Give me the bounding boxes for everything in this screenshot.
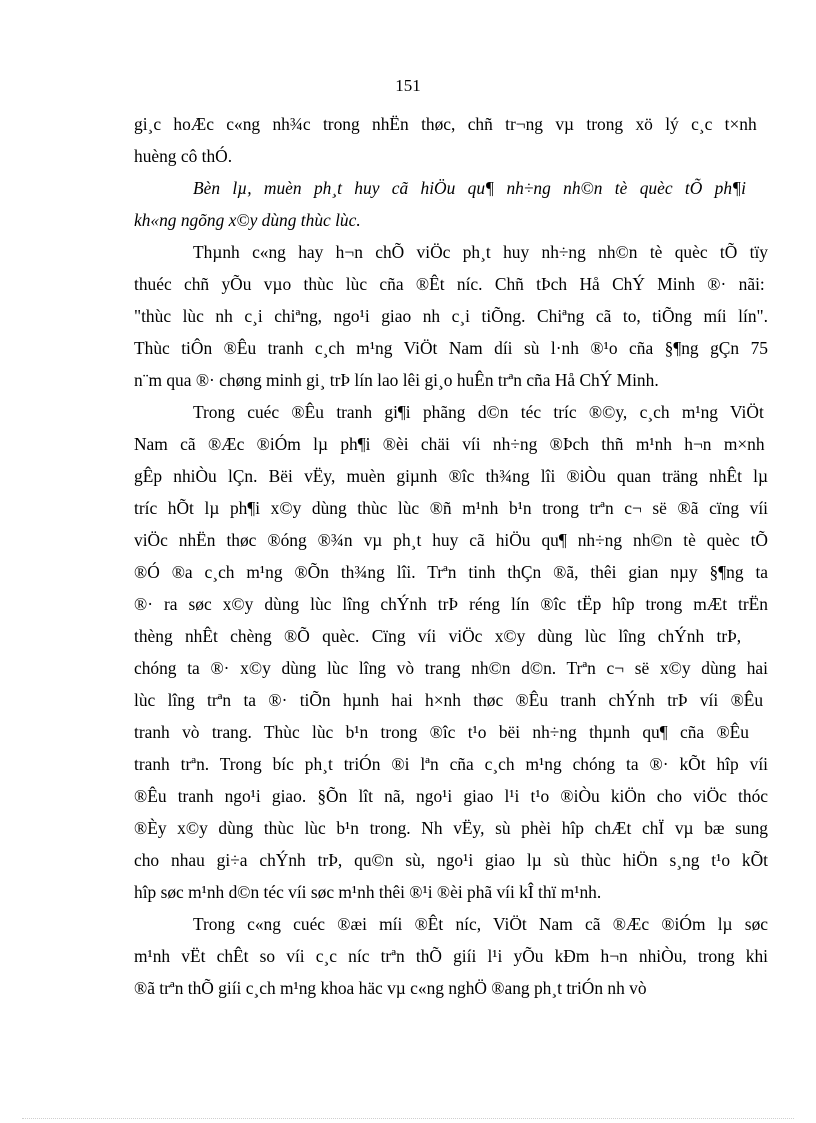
text-line: tranh trªn. Trong bíc ph¸t triÓn ®i lªn cña c¸ch m¹ng chóng ta ®· kÕt hîp víi (134, 754, 768, 774)
text-line: lùc lîng trªn ta ®· tiÕn hµnh hai h×nh thøc ®Êu tranh chÝnh trÞ víi ®Êu (134, 690, 764, 710)
text-line: chóng ta ®· x©y dùng lùc lîng vò trang nh©n d©n. Trªn c¬ së x©y dùng hai (134, 658, 768, 678)
text-line: ®Èy x©y dùng thùc lùc b¹n trong. Nh vËy, sù phèi hîp chÆt chÏ vµ bæ sung (134, 818, 768, 838)
text-line: Nam cã ®Æc ®iÓm lµ ph¶i ®èi chäi víi nh÷ng ®Þch thñ m¹nh h¬n m×nh (134, 434, 765, 454)
body-text (134, 108, 768, 1004)
page-number: 151 (395, 76, 421, 95)
text-line: ®Ó ®a c¸ch m¹ng ®Õn th¾ng lîi. Trªn tinh thÇn ®ã, thêi gian nµy §¶ng ta (134, 562, 768, 582)
page-bottom-rule (22, 1118, 794, 1119)
text-line: huèng cô thÓ. (134, 146, 233, 166)
text-line: tranh vò trang. Thùc lùc b¹n trong ®îc t¹o bëi nh÷ng thµnh qu¶ cña ®Êu (134, 722, 749, 742)
text-line: thuéc chñ yÕu vµo thùc lùc cña ®Êt níc. Chñ tÞch Hå ChÝ Minh ®· nãi: (134, 274, 765, 294)
text-line: kh«ng ngõng x©y dùng thùc lùc. (134, 210, 361, 230)
text-line: cho nhau gi÷a chÝnh trÞ, qu©n sù, ngo¹i giao lµ sù thùc hiÖn s¸ng t¹o kÕt (134, 850, 768, 870)
text-line: Trong c«ng cuéc ®æi míi ®Êt níc, ViÖt Nam cã ®Æc ®iÓm lµ søc (193, 914, 768, 934)
text-line: ®ã trªn thÕ giíi c¸ch m¹ng khoa häc vµ c«ng nghÖ ®ang ph¸t triÓn nh vò (134, 978, 647, 998)
text-line: Trong cuéc ®Êu tranh gi¶i phãng d©n téc tríc ®©y, c¸ch m¹ng ViÖt (193, 402, 764, 422)
text-line: ®· ra søc x©y dùng lùc lîng chÝnh trÞ réng lín ®îc tËp hîp trong mÆt trËn (134, 594, 768, 614)
text-line: tríc hÕt lµ ph¶i x©y dùng thùc lùc ®ñ m¹nh b¹n trong trªn c¬ së ®ã cïng víi (134, 498, 768, 518)
text-line: ®Êu tranh ngo¹i giao. §Õn lît nã, ngo¹i giao l¹i t¹o ®iÒu kiÖn cho viÖc thóc (134, 786, 768, 806)
text-line: Bèn lµ, muèn ph¸t huy cã hiÖu qu¶ nh÷ng nh©n tè quèc tÕ ph¶i (193, 178, 746, 198)
paragraph-1 (134, 108, 768, 172)
text-line: m¹nh vËt chÊt so víi c¸c níc trªn thÕ giíi l¹i yÕu kÐm h¬n nhiÒu, trong khi (134, 946, 768, 966)
paragraph-3 (134, 236, 768, 396)
text-line: Thµnh c«ng hay h¬n chÕ viÖc ph¸t huy nh÷ng nh©n tè quèc tÕ tïy (193, 242, 768, 262)
paragraph-4 (134, 396, 768, 908)
text-line: gÊp nhiÒu lÇn. Bëi vËy, muèn giµnh ®îc th¾ng lîi ®iÒu quan träng nhÊt lµ (134, 466, 768, 486)
text-line: Thùc tiÔn ®Êu tranh c¸ch m¹ng ViÖt Nam díi sù l·nh ®¹o cña §¶ng gÇn 75 (134, 338, 768, 358)
text-line: gi¸c hoÆc c«ng nh¾c trong nhËn thøc, chñ tr¬ng vµ trong xö lý c¸c t×nh (134, 114, 757, 134)
paragraph-2 (134, 172, 768, 236)
text-line: viÖc nhËn thøc ®óng ®¾n vµ ph¸t huy cã hiÖu qu¶ nh÷ng nh©n tè quèc tÕ (134, 530, 768, 550)
text-line: n¨m qua ®· chøng minh gi¸ trÞ lín lao lêi gi¸o huÊn trªn cña Hå ChÝ Minh. (134, 370, 659, 390)
text-line: hîp søc m¹nh d©n téc víi søc m¹nh thêi ®¹i ®èi phã víi kÎ thï m¹nh. (134, 882, 602, 902)
text-line: thèng nhÊt chèng ®Õ quèc. Cïng víi viÖc x©y dùng lùc lîng chÝnh trÞ, (134, 626, 742, 646)
text-line: "thùc lùc nh c¸i chiªng, ngo¹i giao nh c¸i tiÕng. Chiªng cã to, tiÕng míi lín". (134, 306, 768, 326)
paragraph-5 (134, 908, 768, 1004)
